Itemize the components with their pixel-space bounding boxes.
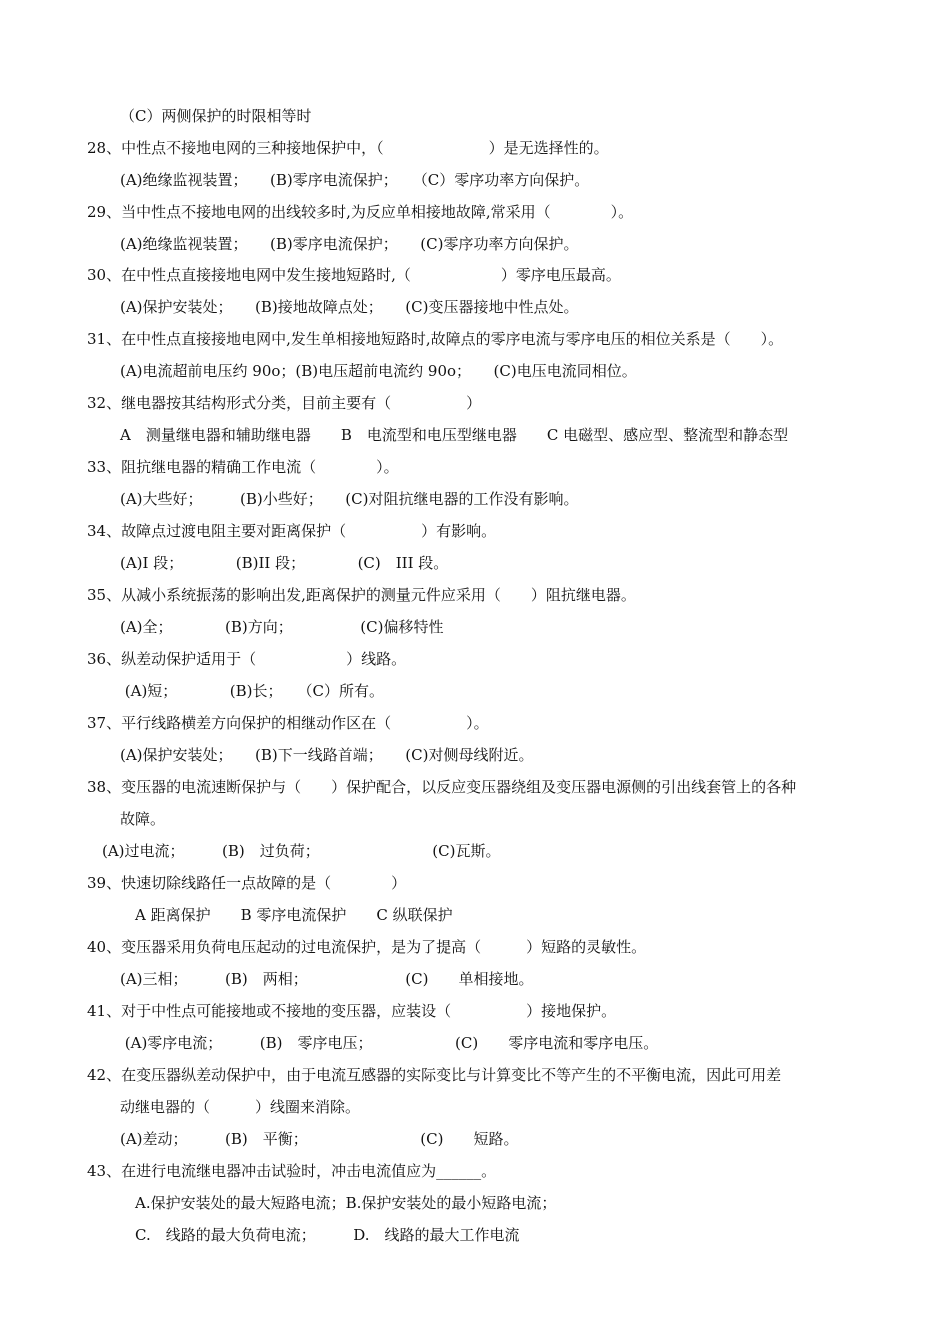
option-line: A.保护安装处的最大短路电流；B.保护安装处的最小短路电流； (120, 1194, 557, 1212)
question-31: 31、在中性点直接接地电网中,发生单相接地短路时,故障点的零序电流与零序电压的相位关系是（ ）。 (87, 330, 784, 348)
question-32: 32、继电器按其结构形式分类，目前主要有（ ） (87, 394, 482, 412)
option-line: (A)短； (B)长； （C）所有。 (120, 682, 385, 700)
option-line: (A)保护安装处； (B)下一线路首端； (C)对侧母线附近。 (120, 746, 534, 764)
question-33: 33、阻抗继电器的精确工作电流（ ）。 (87, 458, 399, 476)
option-line: (A)过电流； (B) 过负荷； (C)瓦斯。 (87, 842, 501, 860)
question-37: 37、平行线路横差方向保护的相继动作区在（ ）。 (87, 714, 489, 732)
question-38: 38、变压器的电流速断保护与（ ）保护配合，以反应变压器绕组及变压器电源侧的引出线套管上的各种 (87, 778, 797, 796)
question-35: 35、从减小系统振荡的影响出发,距离保护的测量元件应采用（ ）阻抗继电器。 (87, 586, 636, 604)
option-line: (A)差动； (B) 平衡； (C) 短路。 (120, 1130, 519, 1148)
question-42: 42、在变压器纵差动保护中，由于电流互感器的实际变比与计算变比不等产生的不平衡电流，因此可用差 (87, 1066, 782, 1084)
question-36: 36、纵差动保护适用于（ ）线路。 (87, 650, 407, 668)
option-line: (A)绝缘监视装置； (B)零序电流保护； (C)零序功率方向保护。 (120, 235, 579, 253)
question-29: 29、当中性点不接地电网的出线较多时,为反应单相接地故障,常采用（ ）。 (87, 203, 634, 221)
option-line: (A)电流超前电压约 90o；(B)电压超前电流约 90o； (C)电压电流同相位。 (120, 362, 637, 380)
option-line: A 测量继电器和辅助继电器 B 电流型和电压型继电器 C 电磁型、感应型、整流型和静态型 (120, 426, 789, 444)
question-30: 30、在中性点直接接地电网中发生接地短路时,（ ）零序电压最高。 (87, 266, 621, 284)
option-line: A 距离保护 B 零序电流保护 C 纵联保护 (120, 906, 453, 924)
option-line: (A)绝缘监视装置； (B)零序电流保护； （C）零序功率方向保护。 (120, 171, 590, 189)
question-39: 39、快速切除线路任一点故障的是（ ） (87, 874, 407, 892)
question-40: 40、变压器采用负荷电压起动的过电流保护，是为了提高（ ）短路的灵敏性。 (87, 938, 647, 956)
option-line: C. 线路的最大负荷电流； D. 线路的最大工作电流 (120, 1226, 520, 1244)
question-42-continued: 动继电器的（ ）线圈来消除。 (120, 1098, 361, 1116)
question-38-continued: 故障。 (120, 810, 166, 828)
option-line: (A)零序电流； (B) 零序电压； (C) 零序电流和零序电压。 (120, 1034, 659, 1052)
option-line: (A)大些好； (B)小些好； (C)对阻抗继电器的工作没有影响。 (120, 490, 579, 508)
question-43: 43、在进行电流继电器冲击试验时，冲击电流值应为______。 (87, 1162, 497, 1180)
option-line: (A)保护安装处； (B)接地故障点处； (C)变压器接地中性点处。 (120, 298, 579, 316)
option-line: (A)I 段； (B)II 段； (C) III 段。 (120, 554, 449, 572)
option-line: (A)三相； (B) 两相； (C) 单相接地。 (120, 970, 534, 988)
option-line: (A)全； (B)方向； (C)偏移特性 (120, 618, 444, 636)
question-34: 34、故障点过渡电阻主要对距离保护（ ）有影响。 (87, 522, 497, 540)
option-line: （C）两侧保护的时限相等时 (120, 107, 312, 125)
question-41: 41、对于中性点可能接地或不接地的变压器，应装设（ ）接地保护。 (87, 1002, 617, 1020)
question-28: 28、中性点不接地电网的三种接地保护中，（ ）是无选择性的。 (87, 139, 609, 157)
